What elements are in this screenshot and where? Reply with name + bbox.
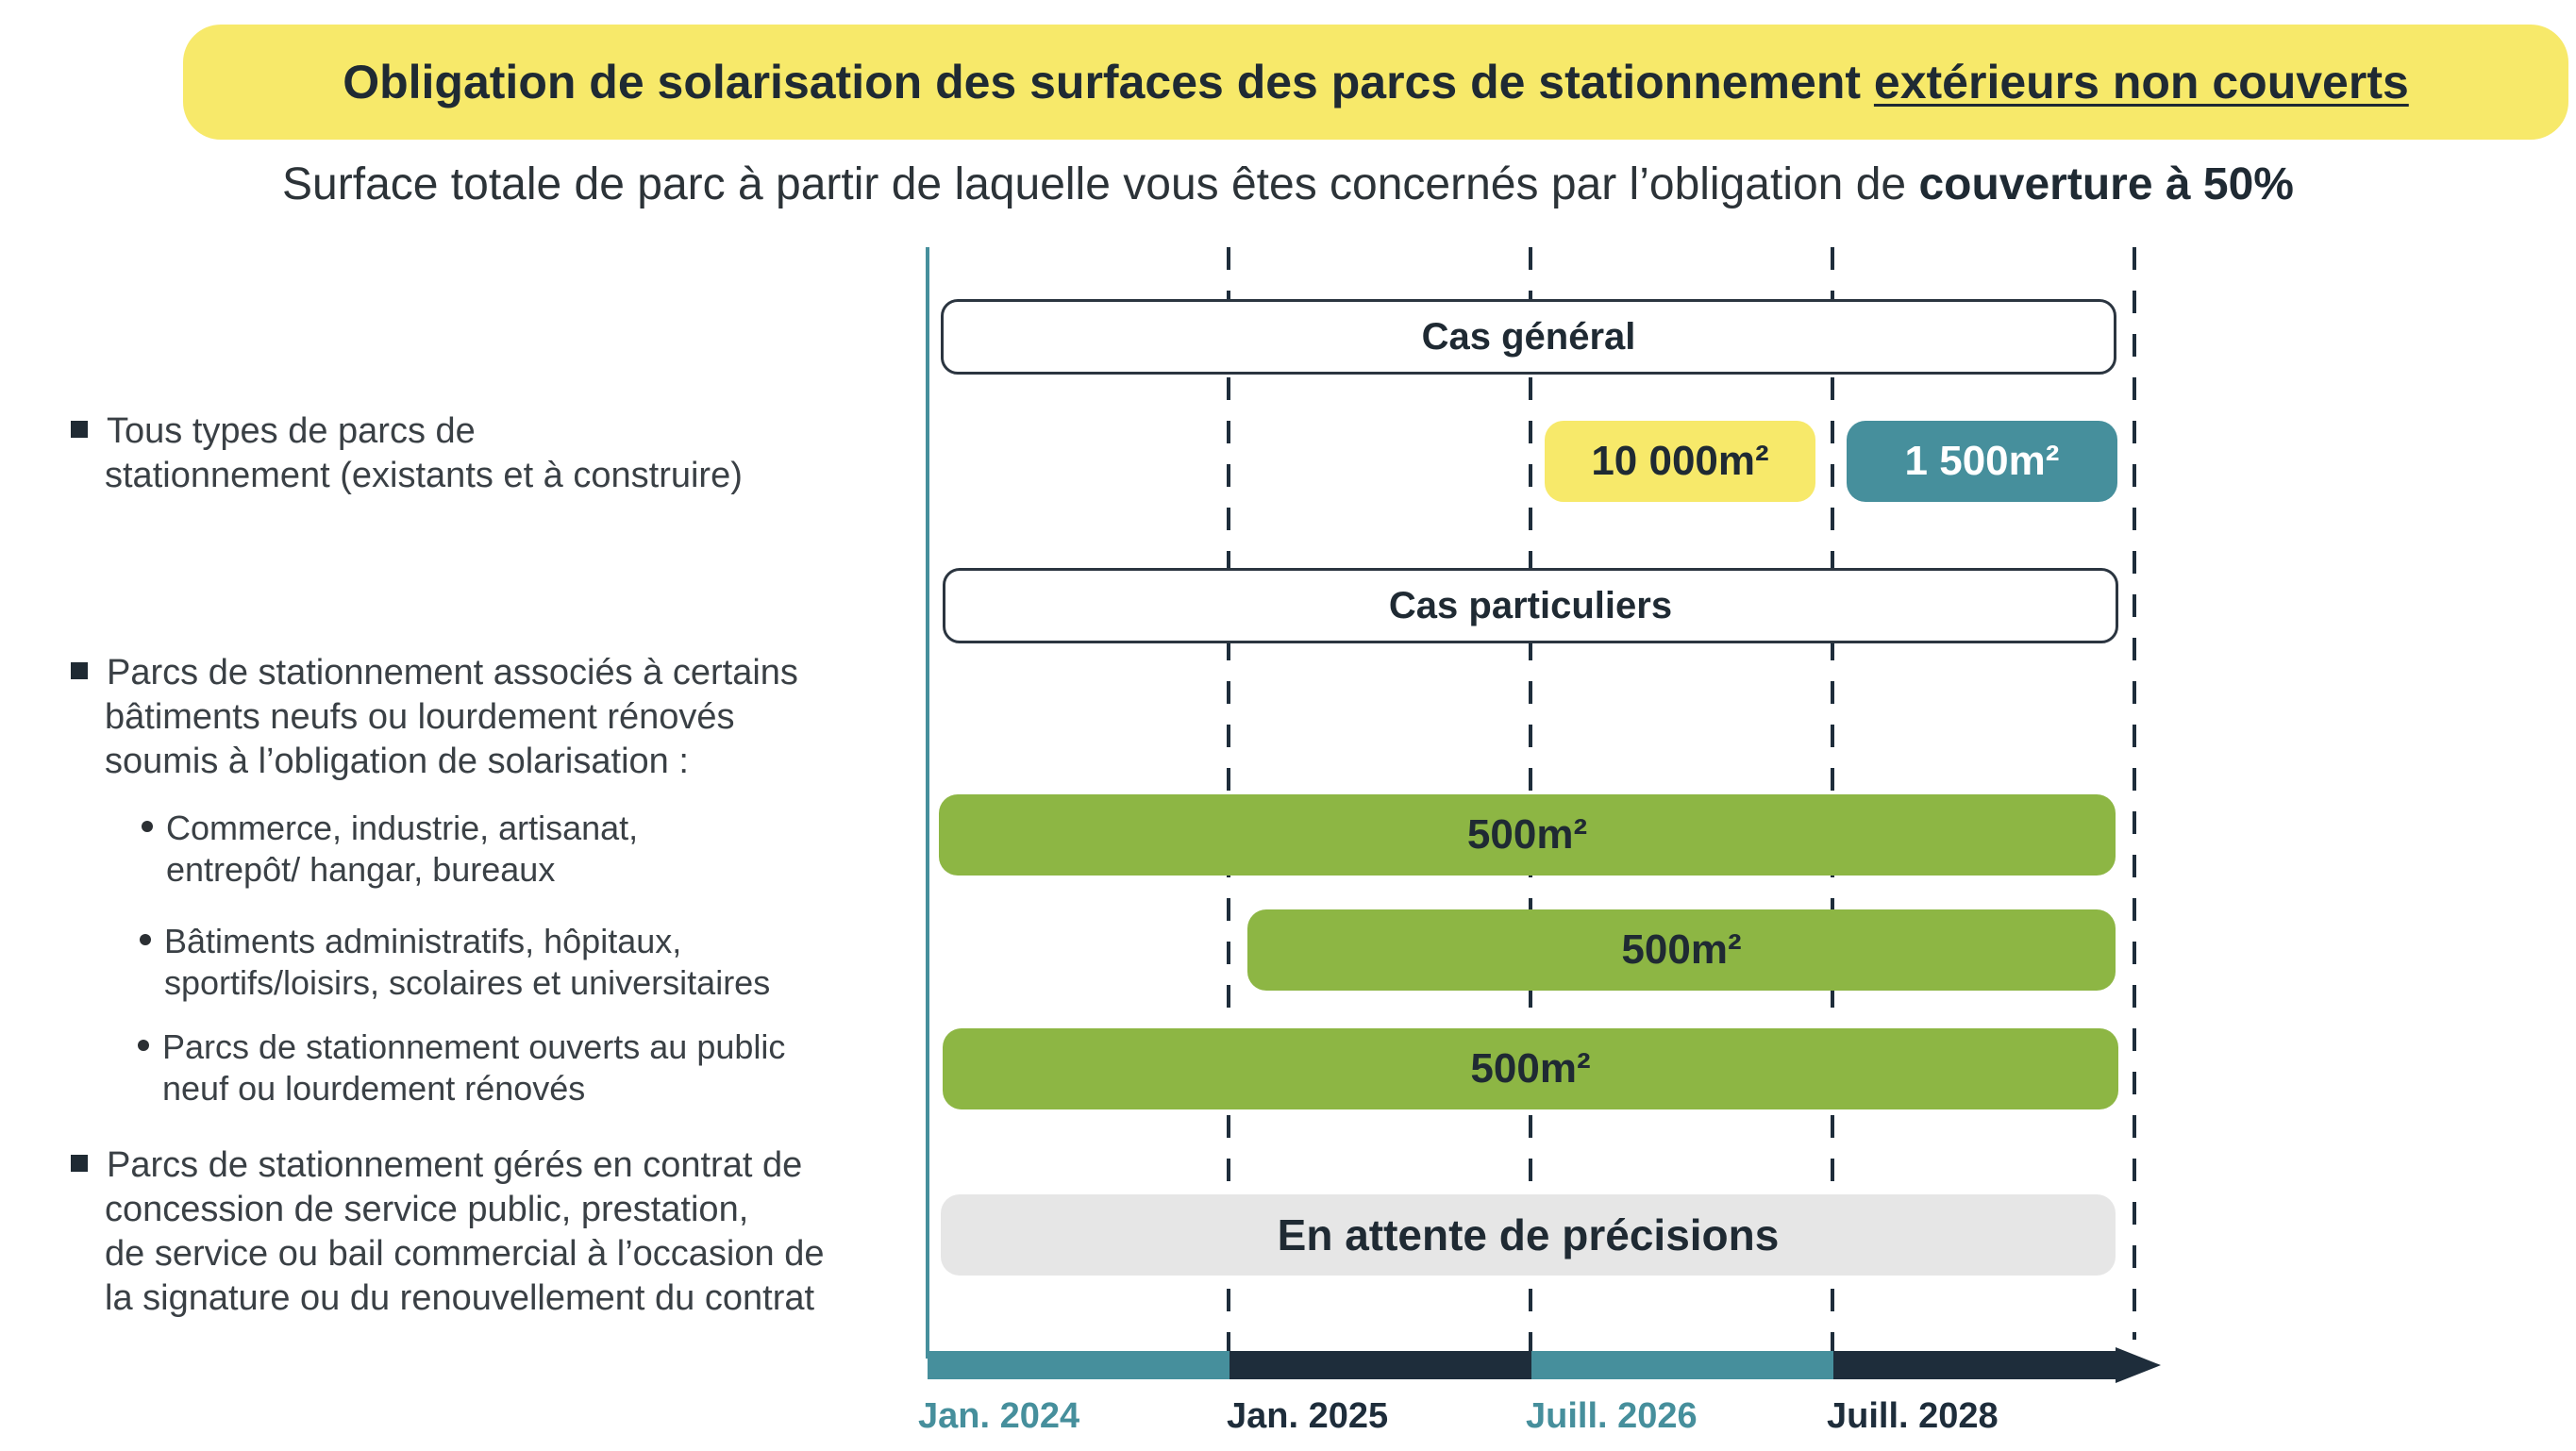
- date-label-jan-2025: Jan. 2025: [1227, 1396, 1389, 1436]
- case-general-box: Cas général: [941, 299, 2116, 375]
- pending-bar: En attente de précisions: [941, 1194, 2116, 1276]
- left-item-all-parks: Tous types de parcs de stationnement (existants et à construire): [71, 409, 743, 498]
- axis-segment-2028: [1833, 1351, 2116, 1379]
- axis-segment-2025: [1229, 1351, 1531, 1379]
- title-main: Obligation de solarisation des surfaces des parcs de stationnement: [343, 56, 1874, 108]
- bar-admin: 500m²: [1247, 909, 2116, 991]
- date-label-jan-2024: Jan. 2024: [918, 1396, 1080, 1436]
- subtitle-main: Surface totale de parc à partir de laquelle vous êtes concernés par l’obligation de: [282, 159, 1919, 209]
- left-sub-public: Parcs de stationnement ouverts au public neuf ou lourdement rénovés: [138, 1026, 785, 1109]
- left-sub-commerce: Commerce, industrie, artisanat, entrepôt/ hangar, bureaux: [142, 808, 638, 891]
- title-underlined: extérieurs non couverts: [1873, 56, 2409, 108]
- left-item-new-buildings: Parcs de stationnement associés à certains bâtiments neufs ou lourdement rénovés soumis à l’obligation de solarisation :: [71, 651, 798, 784]
- axis-segment-2026: [1531, 1351, 1833, 1379]
- subtitle-bold: couverture à 50%: [1918, 159, 2294, 209]
- bar-commerce: 500m²: [939, 794, 2116, 876]
- left-item-concession: Parcs de stationnement gérés en contrat de concession de service public, prestation, de service ou bail commercial à l’occasion de la signature ou du renouvellement du contrat: [71, 1143, 824, 1321]
- date-label-juill-2026: Juill. 2026: [1526, 1396, 1698, 1436]
- axis-segment-2024: [928, 1351, 1229, 1379]
- threshold-10000-pill: 10 000m²: [1545, 421, 1815, 502]
- axis-arrow-icon: [2116, 1347, 2161, 1383]
- left-sub-admin: Bâtiments administratifs, hôpitaux, sportifs/loisirs, scolaires et universitaires: [140, 921, 770, 1004]
- case-particular-box: Cas particuliers: [943, 568, 2118, 643]
- threshold-1500-pill: 1 500m²: [1847, 421, 2117, 502]
- bar-public: 500m²: [943, 1028, 2118, 1109]
- date-label-juill-2028: Juill. 2028: [1827, 1396, 1999, 1436]
